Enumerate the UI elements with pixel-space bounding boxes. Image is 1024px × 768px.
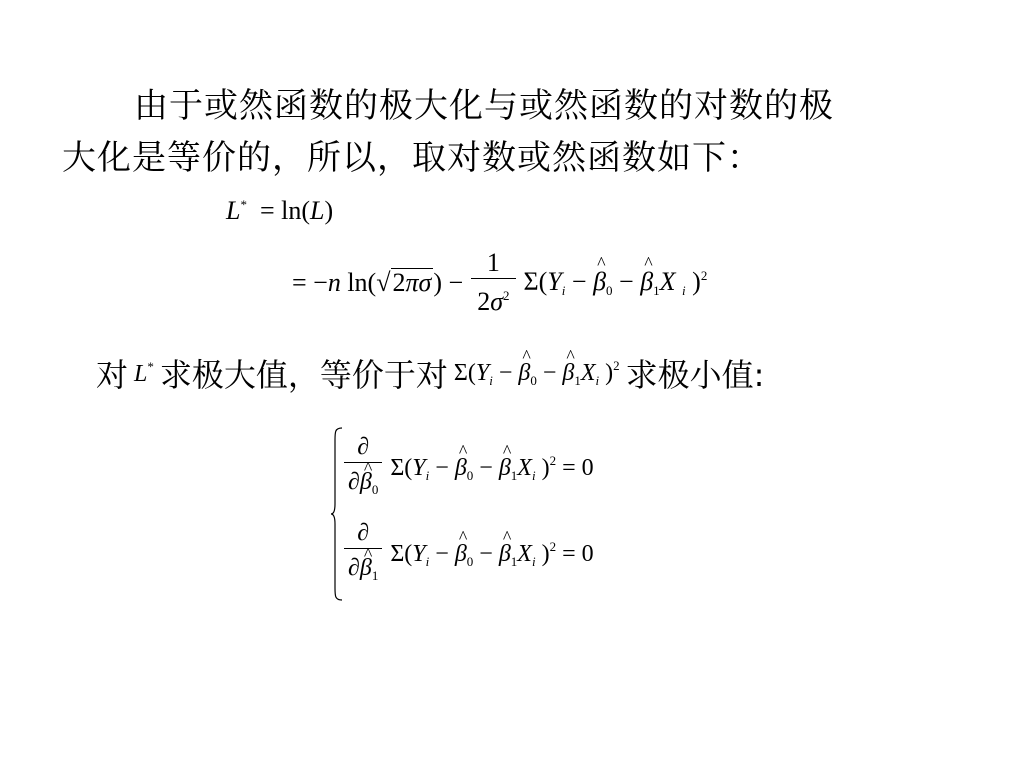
normal-equation-beta1: $\frac{\partial}{\partial\^{} \beta_1}$ $\Sigma(Y_i$ − ^ $\beta_0$ − ^ $\beta_1X_i$ )$^2$ = 0 — [344, 518, 594, 591]
partial-derivative-beta1: $\frac{\partial}{\partial\^{} \beta_1}$ — [344, 518, 382, 591]
statement-prefix: 对 — [96, 356, 129, 394]
sum-of-squared-residuals: $\Sigma(Y_i$ − ^ $\beta_0$ − ^ $\beta_1X_i$ )$^2$ — [454, 358, 620, 389]
intro-line-2: 大化是等价的，所以，取对数或然函数如下： — [62, 138, 762, 178]
normal-equations-system — [330, 426, 730, 602]
intro-line-1: 由于或然函数的极大化与或然函数的对数的极 — [134, 86, 834, 126]
lstar-symbol: L* — [134, 358, 154, 387]
normal-equation-beta0: $\frac{\partial}{\partial\^{} \beta_0}$ $\Sigma(Y_i$ − ^ $\beta_0$ − ^ $\beta_1X_i$ )$^2$ = 0 — [344, 432, 594, 505]
statement-suffix: 求极小值: — [625, 356, 765, 394]
left-brace — [330, 426, 344, 602]
equation-log-likelihood-expansion: = −n ln( √ 2πσ ) − $\frac{1}{2\sigma^2}$ $\Sigma(Y_i$ − ^ $\beta_0$ − ^ $\beta_1X$ $_i$ )$^2$ — [292, 248, 707, 317]
equation-log-likelihood-definition: L* = ln(L) — [226, 196, 334, 225]
fraction-one-over-two-sigma-squared: $\frac{1}{2\sigma^2}$ — [471, 248, 515, 317]
intro-paragraph — [62, 80, 962, 184]
partial-derivative-beta0: $\frac{\partial}{\partial\^{} \beta_0}$ — [344, 432, 382, 505]
statement-middle: 求极大值，等价于对 — [159, 356, 448, 394]
statement-equivalence — [96, 350, 764, 396]
